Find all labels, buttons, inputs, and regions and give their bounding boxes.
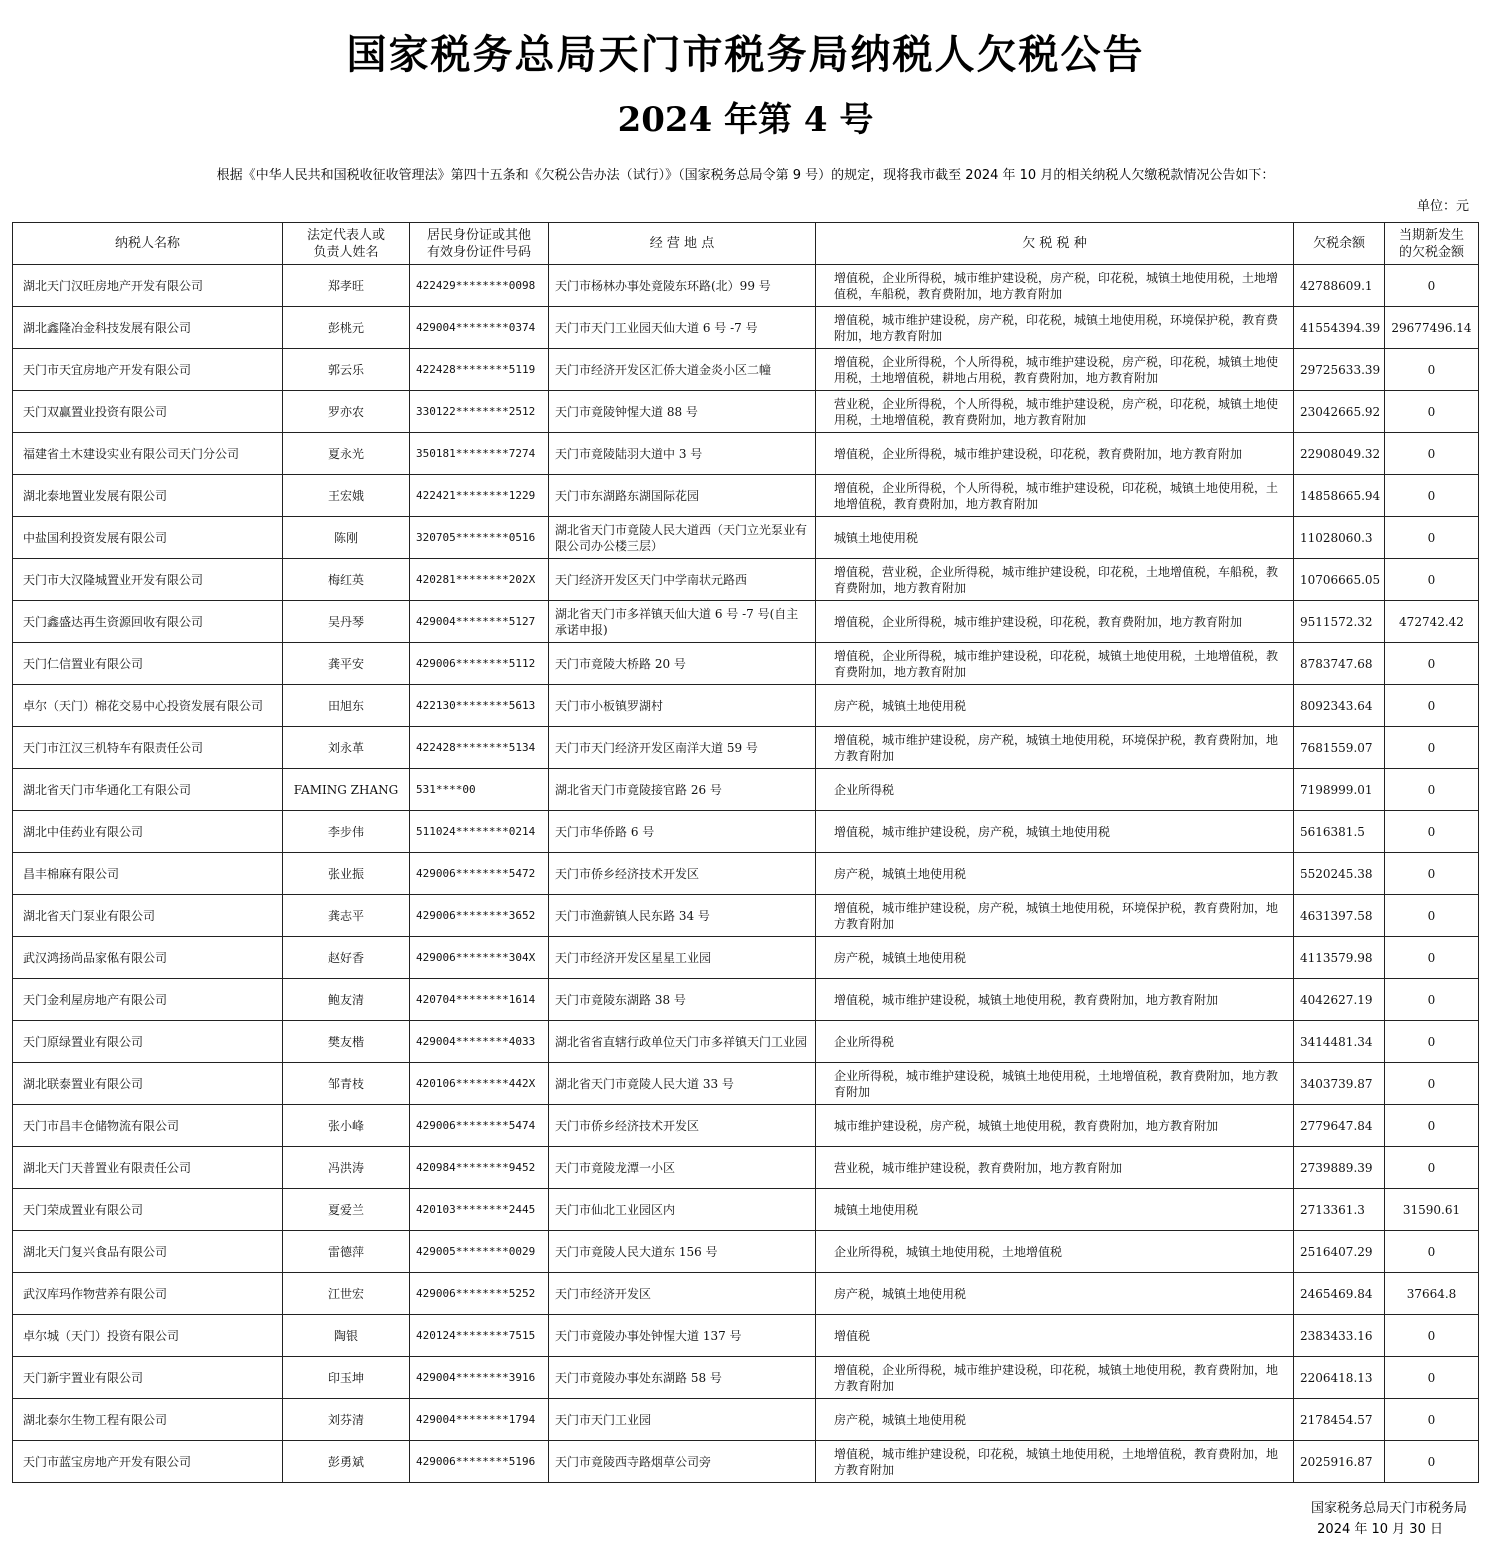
unit-label: 单位：元 bbox=[1416, 199, 1469, 214]
balance-cell: 2178454.57 bbox=[1294, 1399, 1385, 1441]
taxpayer-name-cell: 湖北省天门泵业有限公司 bbox=[13, 895, 283, 937]
representative-cell: 夏永光 bbox=[283, 433, 410, 475]
representative-cell: 梅红英 bbox=[283, 559, 410, 601]
header-id-line2: 有效身份证件号码 bbox=[426, 244, 531, 260]
taxpayer-name-cell: 昌丰棉麻有限公司 bbox=[13, 853, 283, 895]
address-cell: 湖北省天门市竟陵接官路 26 号 bbox=[549, 769, 816, 811]
tax-types-cell: 房产税，城镇土地使用税 bbox=[816, 1399, 1294, 1441]
representative-cell: 田旭东 bbox=[283, 685, 410, 727]
address-cell: 天门市天门工业园天仙大道 6 号 -7 号 bbox=[549, 307, 816, 349]
representative-cell: 李步伟 bbox=[283, 811, 410, 853]
balance-cell: 5520245.38 bbox=[1294, 853, 1385, 895]
representative-cell: 夏爱兰 bbox=[283, 1189, 410, 1231]
tax-types-cell: 房产税，城镇土地使用税 bbox=[816, 685, 1294, 727]
representative-cell: 彭桃元 bbox=[283, 307, 410, 349]
tax-types-cell: 增值税 bbox=[816, 1315, 1294, 1357]
tax-types-cell: 营业税，企业所得税，个人所得税，城市维护建设税，房产税，印花税，城镇土地使用税，土地增值税，教育费附加，地方教育附加 bbox=[816, 391, 1294, 433]
balance-cell: 10706665.05 bbox=[1294, 559, 1385, 601]
tax-types-cell: 增值税，城市维护建设税，房产税，城镇土地使用税，环境保护税，教育费附加，地方教育附加 bbox=[816, 727, 1294, 769]
id-number-cell: 429004********0374 bbox=[410, 307, 549, 349]
tax-types-cell: 增值税，企业所得税，城市维护建设税，印花税，城镇土地使用税，教育费附加，地方教育附加 bbox=[816, 1357, 1294, 1399]
header-balance: 欠税余额 bbox=[1294, 223, 1385, 265]
tax-types-cell: 增值税，企业所得税，个人所得税，城市维护建设税，房产税，印花税，城镇土地使用税，土地增值税，耕地占用税，教育费附加，地方教育附加 bbox=[816, 349, 1294, 391]
representative-cell: FAMING ZHANG bbox=[283, 769, 410, 811]
new-arrears-cell: 37664.8 bbox=[1385, 1273, 1479, 1315]
representative-cell: 刘芬清 bbox=[283, 1399, 410, 1441]
tax-types-cell: 增值税，企业所得税，城市维护建设税，印花税，教育费附加，地方教育附加 bbox=[816, 433, 1294, 475]
header-id-number bbox=[410, 223, 549, 265]
new-arrears-cell: 0 bbox=[1385, 1441, 1479, 1483]
new-arrears-cell: 0 bbox=[1385, 1357, 1479, 1399]
balance-cell: 2025916.87 bbox=[1294, 1441, 1385, 1483]
balance-cell: 2779647.84 bbox=[1294, 1105, 1385, 1147]
representative-cell: 龚平安 bbox=[283, 643, 410, 685]
representative-cell: 赵好香 bbox=[283, 937, 410, 979]
new-arrears-cell: 0 bbox=[1385, 895, 1479, 937]
id-number-cell: 422428********5134 bbox=[410, 727, 549, 769]
id-number-cell: 429004********4033 bbox=[410, 1021, 549, 1063]
tax-types-cell: 企业所得税，城市维护建设税，城镇土地使用税，土地增值税，教育费附加，地方教育附加 bbox=[816, 1063, 1294, 1105]
balance-cell: 7198999.01 bbox=[1294, 769, 1385, 811]
header-representative-line2: 负责人姓名 bbox=[313, 244, 379, 260]
id-number-cell: 420106********442X bbox=[410, 1063, 549, 1105]
taxpayer-name-cell: 湖北天门复兴食品有限公司 bbox=[13, 1231, 283, 1273]
taxpayer-name-cell: 天门市大汉隆城置业开发有限公司 bbox=[13, 559, 283, 601]
table-row bbox=[13, 475, 1479, 517]
id-number-cell: 422130********5613 bbox=[410, 685, 549, 727]
table-row bbox=[13, 559, 1479, 601]
tax-types-cell: 增值税，企业所得税，个人所得税，城市维护建设税，印花税，城镇土地使用税，土地增值税，教育费附加，地方教育附加 bbox=[816, 475, 1294, 517]
new-arrears-cell: 0 bbox=[1385, 1399, 1479, 1441]
taxpayer-name-cell: 湖北天门天普置业有限责任公司 bbox=[13, 1147, 283, 1189]
taxpayer-name-cell: 湖北泰尔生物工程有限公司 bbox=[13, 1399, 283, 1441]
balance-cell: 4042627.19 bbox=[1294, 979, 1385, 1021]
taxpayer-name-cell: 天门市江汉三机特车有限责任公司 bbox=[13, 727, 283, 769]
header-taxpayer-name: 纳税人名称 bbox=[13, 223, 283, 265]
table-row bbox=[13, 769, 1479, 811]
balance-cell: 7681559.07 bbox=[1294, 727, 1385, 769]
table-row bbox=[13, 1063, 1479, 1105]
id-number-cell: 429004********5127 bbox=[410, 601, 549, 643]
table-row bbox=[13, 601, 1479, 643]
table-row bbox=[13, 727, 1479, 769]
address-cell: 湖北省天门市多祥镇天仙大道 6 号 -7 号(自主承诺申报) bbox=[549, 601, 816, 643]
new-arrears-cell: 31590.61 bbox=[1385, 1189, 1479, 1231]
tax-types-cell: 房产税，城镇土地使用税 bbox=[816, 1273, 1294, 1315]
balance-cell: 14858665.94 bbox=[1294, 475, 1385, 517]
tax-types-cell: 房产税，城镇土地使用税 bbox=[816, 937, 1294, 979]
id-number-cell: 422429********0098 bbox=[410, 265, 549, 307]
new-arrears-cell: 0 bbox=[1385, 1315, 1479, 1357]
new-arrears-cell: 0 bbox=[1385, 349, 1479, 391]
taxpayer-name-cell: 天门新宇置业有限公司 bbox=[13, 1357, 283, 1399]
header-new-line1: 当期新发生 bbox=[1398, 227, 1464, 243]
id-number-cell: 330122********2512 bbox=[410, 391, 549, 433]
tax-arrears-table bbox=[12, 222, 1479, 1483]
id-number-cell: 420984********9452 bbox=[410, 1147, 549, 1189]
representative-cell: 雷德萍 bbox=[283, 1231, 410, 1273]
id-number-cell: 429004********1794 bbox=[410, 1399, 549, 1441]
new-arrears-cell: 0 bbox=[1385, 979, 1479, 1021]
address-cell: 湖北省天门市竟陵人民大道 33 号 bbox=[549, 1063, 816, 1105]
taxpayer-name-cell: 湖北省天门市华通化工有限公司 bbox=[13, 769, 283, 811]
id-number-cell: 429006********5474 bbox=[410, 1105, 549, 1147]
id-number-cell: 429006********5252 bbox=[410, 1273, 549, 1315]
new-arrears-cell: 0 bbox=[1385, 1021, 1479, 1063]
address-cell: 天门市经济开发区 bbox=[549, 1273, 816, 1315]
new-arrears-cell: 0 bbox=[1385, 391, 1479, 433]
tax-types-cell: 增值税，城市维护建设税，房产税，印花税，城镇土地使用税，环境保护税，教育费附加，地方教育附加 bbox=[816, 307, 1294, 349]
new-arrears-cell: 0 bbox=[1385, 643, 1479, 685]
table-row bbox=[13, 853, 1479, 895]
tax-types-cell: 城镇土地使用税 bbox=[816, 1189, 1294, 1231]
address-cell: 天门市竟陵钟惺大道 88 号 bbox=[549, 391, 816, 433]
taxpayer-name-cell: 天门双赢置业投资有限公司 bbox=[13, 391, 283, 433]
new-arrears-cell: 0 bbox=[1385, 1063, 1479, 1105]
representative-cell: 吴丹琴 bbox=[283, 601, 410, 643]
id-number-cell: 320705********0516 bbox=[410, 517, 549, 559]
representative-cell: 樊友楷 bbox=[283, 1021, 410, 1063]
taxpayer-name-cell: 天门市天宜房地产开发有限公司 bbox=[13, 349, 283, 391]
table-body bbox=[13, 265, 1479, 1483]
taxpayer-name-cell: 福建省土木建设实业有限公司天门分公司 bbox=[13, 433, 283, 475]
address-cell: 湖北省省直辖行政单位天门市多祥镇天门工业园 bbox=[549, 1021, 816, 1063]
balance-cell: 4631397.58 bbox=[1294, 895, 1385, 937]
tax-types-cell: 增值税，企业所得税，城市维护建设税，房产税，印花税，城镇土地使用税，土地增值税，车船税，教育费附加，地方教育附加 bbox=[816, 265, 1294, 307]
header-new-arrears bbox=[1385, 223, 1479, 265]
tax-types-cell: 城市维护建设税，房产税，城镇土地使用税，教育费附加，地方教育附加 bbox=[816, 1105, 1294, 1147]
table-row bbox=[13, 937, 1479, 979]
new-arrears-cell: 0 bbox=[1385, 265, 1479, 307]
id-number-cell: 429004********3916 bbox=[410, 1357, 549, 1399]
taxpayer-name-cell: 卓尔（天门）棉花交易中心投资发展有限公司 bbox=[13, 685, 283, 727]
tax-types-cell: 增值税，企业所得税，城市维护建设税，印花税，教育费附加，地方教育附加 bbox=[816, 601, 1294, 643]
table-row bbox=[13, 685, 1479, 727]
id-number-cell: 422421********1229 bbox=[410, 475, 549, 517]
tax-types-cell: 增值税，营业税，企业所得税，城市维护建设税，印花税，土地增值税，车船税，教育费附加，地方教育附加 bbox=[816, 559, 1294, 601]
tax-types-cell: 房产税，城镇土地使用税 bbox=[816, 853, 1294, 895]
tax-types-cell: 企业所得税，城镇土地使用税，土地增值税 bbox=[816, 1231, 1294, 1273]
address-cell: 天门经济开发区天门中学南状元路西 bbox=[549, 559, 816, 601]
table-row bbox=[13, 643, 1479, 685]
balance-cell: 2516407.29 bbox=[1294, 1231, 1385, 1273]
table-header-row bbox=[13, 223, 1479, 265]
tax-types-cell: 增值税，城市维护建设税，房产税，城镇土地使用税，环境保护税，教育费附加，地方教育附加 bbox=[816, 895, 1294, 937]
id-number-cell: 429006********5472 bbox=[410, 853, 549, 895]
address-cell: 天门市竟陵龙潭一小区 bbox=[549, 1147, 816, 1189]
address-cell: 天门市渔薪镇人民东路 34 号 bbox=[549, 895, 816, 937]
id-number-cell: 429006********3652 bbox=[410, 895, 549, 937]
balance-cell: 2383433.16 bbox=[1294, 1315, 1385, 1357]
new-arrears-cell: 0 bbox=[1385, 1105, 1479, 1147]
balance-cell: 8092343.64 bbox=[1294, 685, 1385, 727]
table-row bbox=[13, 1399, 1479, 1441]
id-number-cell: 420103********2445 bbox=[410, 1189, 549, 1231]
address-cell: 天门市经济开发区汇侨大道金炎小区二幢 bbox=[549, 349, 816, 391]
address-cell: 天门市竟陵大桥路 20 号 bbox=[549, 643, 816, 685]
balance-cell: 9511572.32 bbox=[1294, 601, 1385, 643]
address-cell: 天门市侨乡经济技术开发区 bbox=[549, 1105, 816, 1147]
address-cell: 天门市竟陵西寺路烟草公司旁 bbox=[549, 1441, 816, 1483]
header-tax-types: 欠 税 税 种 bbox=[816, 223, 1294, 265]
new-arrears-cell: 0 bbox=[1385, 937, 1479, 979]
id-number-cell: 511024********0214 bbox=[410, 811, 549, 853]
issue-date: 2024 年 10 月 30 日 bbox=[1317, 1522, 1443, 1537]
representative-cell: 陶银 bbox=[283, 1315, 410, 1357]
tax-types-cell: 企业所得税 bbox=[816, 769, 1294, 811]
tax-types-cell: 城镇土地使用税 bbox=[816, 517, 1294, 559]
taxpayer-name-cell: 湖北泰地置业发展有限公司 bbox=[13, 475, 283, 517]
new-arrears-cell: 472742.42 bbox=[1385, 601, 1479, 643]
balance-cell: 2465469.84 bbox=[1294, 1273, 1385, 1315]
representative-cell: 冯洪涛 bbox=[283, 1147, 410, 1189]
header-new-line2: 的欠税金额 bbox=[1398, 244, 1464, 260]
id-number-cell: 429006********5196 bbox=[410, 1441, 549, 1483]
table-row bbox=[13, 1189, 1479, 1231]
balance-cell: 42788609.1 bbox=[1294, 265, 1385, 307]
balance-cell: 41554394.39 bbox=[1294, 307, 1385, 349]
table-row bbox=[13, 1315, 1479, 1357]
table-row bbox=[13, 1231, 1479, 1273]
header-address: 经 营 地 点 bbox=[549, 223, 816, 265]
new-arrears-cell: 0 bbox=[1385, 517, 1479, 559]
taxpayer-name-cell: 湖北鑫隆冶金科技发展有限公司 bbox=[13, 307, 283, 349]
address-cell: 天门市竟陵陆羽大道中 3 号 bbox=[549, 433, 816, 475]
table-row bbox=[13, 1105, 1479, 1147]
balance-cell: 3403739.87 bbox=[1294, 1063, 1385, 1105]
id-number-cell: 429006********5112 bbox=[410, 643, 549, 685]
representative-cell: 张小峰 bbox=[283, 1105, 410, 1147]
tax-types-cell: 增值税，企业所得税，城市维护建设税，印花税，城镇土地使用税，土地增值税，教育费附加，地方教育附加 bbox=[816, 643, 1294, 685]
new-arrears-cell: 0 bbox=[1385, 559, 1479, 601]
address-cell: 天门市小板镇罗湖村 bbox=[549, 685, 816, 727]
table-row bbox=[13, 1357, 1479, 1399]
table-row bbox=[13, 1021, 1479, 1063]
representative-cell: 彭勇斌 bbox=[283, 1441, 410, 1483]
address-cell: 天门市经济开发区星星工业园 bbox=[549, 937, 816, 979]
representative-cell: 龚志平 bbox=[283, 895, 410, 937]
balance-cell: 4113579.98 bbox=[1294, 937, 1385, 979]
balance-cell: 2713361.3 bbox=[1294, 1189, 1385, 1231]
taxpayer-name-cell: 湖北天门汉旺房地产开发有限公司 bbox=[13, 265, 283, 307]
address-cell: 天门市天门经济开发区南洋大道 59 号 bbox=[549, 727, 816, 769]
intro-paragraph: 根据《中华人民共和国税收征收管理法》第四十五条和《欠税公告办法（试行）》（国家税务总局令第 9 号）的规定，现将我市截至 2024 年 10 月的相关纳税人欠缴税款情况公告如下： bbox=[216, 168, 1275, 183]
table-row bbox=[13, 349, 1479, 391]
representative-cell: 陈刚 bbox=[283, 517, 410, 559]
table-row bbox=[13, 433, 1479, 475]
issue-number: 2024 年第 4 号 bbox=[617, 100, 874, 140]
taxpayer-name-cell: 天门仁信置业有限公司 bbox=[13, 643, 283, 685]
taxpayer-name-cell: 武汉鸿扬尚品家俬有限公司 bbox=[13, 937, 283, 979]
new-arrears-cell: 29677496.14 bbox=[1385, 307, 1479, 349]
id-number-cell: 429005********0029 bbox=[410, 1231, 549, 1273]
representative-cell: 江世宏 bbox=[283, 1273, 410, 1315]
table-row bbox=[13, 895, 1479, 937]
representative-cell: 鲍友清 bbox=[283, 979, 410, 1021]
representative-cell: 印玉坤 bbox=[283, 1357, 410, 1399]
address-cell: 天门市侨乡经济技术开发区 bbox=[549, 853, 816, 895]
taxpayer-name-cell: 武汉库玛作物营养有限公司 bbox=[13, 1273, 283, 1315]
balance-cell: 3414481.34 bbox=[1294, 1021, 1385, 1063]
address-cell: 天门市杨林办事处竟陵东环路(北）99 号 bbox=[549, 265, 816, 307]
taxpayer-name-cell: 卓尔城（天门）投资有限公司 bbox=[13, 1315, 283, 1357]
taxpayer-name-cell: 湖北中佳药业有限公司 bbox=[13, 811, 283, 853]
taxpayer-name-cell: 天门荣成置业有限公司 bbox=[13, 1189, 283, 1231]
balance-cell: 29725633.39 bbox=[1294, 349, 1385, 391]
table-row bbox=[13, 391, 1479, 433]
representative-cell: 邹青枝 bbox=[283, 1063, 410, 1105]
balance-cell: 8783747.68 bbox=[1294, 643, 1385, 685]
new-arrears-cell: 0 bbox=[1385, 685, 1479, 727]
new-arrears-cell: 0 bbox=[1385, 475, 1479, 517]
representative-cell: 郭云乐 bbox=[283, 349, 410, 391]
new-arrears-cell: 0 bbox=[1385, 811, 1479, 853]
representative-cell: 郑孝旺 bbox=[283, 265, 410, 307]
address-cell: 天门市竟陵东湖路 38 号 bbox=[549, 979, 816, 1021]
taxpayer-name-cell: 中盐国利投资发展有限公司 bbox=[13, 517, 283, 559]
new-arrears-cell: 0 bbox=[1385, 769, 1479, 811]
id-number-cell: 422428********5119 bbox=[410, 349, 549, 391]
id-number-cell: 420124********7515 bbox=[410, 1315, 549, 1357]
header-id-line1: 居民身份证或其他 bbox=[426, 227, 531, 243]
balance-cell: 22908049.32 bbox=[1294, 433, 1385, 475]
new-arrears-cell: 0 bbox=[1385, 1231, 1479, 1273]
address-cell: 天门市仙北工业园区内 bbox=[549, 1189, 816, 1231]
id-number-cell: 531****00 bbox=[410, 769, 549, 811]
issuing-authority: 国家税务总局天门市税务局 bbox=[1310, 1501, 1467, 1516]
tax-types-cell: 增值税，城市维护建设税，印花税，城镇土地使用税，土地增值税，教育费附加，地方教育附加 bbox=[816, 1441, 1294, 1483]
taxpayer-name-cell: 天门鑫盛达再生资源回收有限公司 bbox=[13, 601, 283, 643]
table-row bbox=[13, 1441, 1479, 1483]
representative-cell: 王宏娥 bbox=[283, 475, 410, 517]
address-cell: 湖北省天门市竟陵人民大道西（天门立光泵业有限公司办公楼三层） bbox=[549, 517, 816, 559]
taxpayer-name-cell: 湖北联泰置业有限公司 bbox=[13, 1063, 283, 1105]
taxpayer-name-cell: 天门原绿置业有限公司 bbox=[13, 1021, 283, 1063]
new-arrears-cell: 0 bbox=[1385, 853, 1479, 895]
balance-cell: 23042665.92 bbox=[1294, 391, 1385, 433]
table-row bbox=[13, 307, 1479, 349]
taxpayer-name-cell: 天门市昌丰仓储物流有限公司 bbox=[13, 1105, 283, 1147]
table-row bbox=[13, 517, 1479, 559]
tax-types-cell: 企业所得税 bbox=[816, 1021, 1294, 1063]
representative-cell: 罗亦农 bbox=[283, 391, 410, 433]
address-cell: 天门市华侨路 6 号 bbox=[549, 811, 816, 853]
id-number-cell: 429006********304X bbox=[410, 937, 549, 979]
tax-types-cell: 营业税，城市维护建设税，教育费附加，地方教育附加 bbox=[816, 1147, 1294, 1189]
taxpayer-name-cell: 天门市蓝宝房地产开发有限公司 bbox=[13, 1441, 283, 1483]
representative-cell: 张业振 bbox=[283, 853, 410, 895]
new-arrears-cell: 0 bbox=[1385, 1147, 1479, 1189]
address-cell: 天门市竟陵办事处钟惺大道 137 号 bbox=[549, 1315, 816, 1357]
balance-cell: 2206418.13 bbox=[1294, 1357, 1385, 1399]
address-cell: 天门市竟陵办事处东湖路 58 号 bbox=[549, 1357, 816, 1399]
balance-cell: 5616381.5 bbox=[1294, 811, 1385, 853]
address-cell: 天门市东湖路东湖国际花园 bbox=[549, 475, 816, 517]
page-title: 国家税务总局天门市税务局纳税人欠税公告 bbox=[346, 32, 1145, 78]
id-number-cell: 350181********7274 bbox=[410, 433, 549, 475]
header-representative-line1: 法定代表人或 bbox=[306, 227, 385, 243]
new-arrears-cell: 0 bbox=[1385, 433, 1479, 475]
representative-cell: 刘永革 bbox=[283, 727, 410, 769]
id-number-cell: 420704********1614 bbox=[410, 979, 549, 1021]
taxpayer-name-cell: 天门金利屋房地产有限公司 bbox=[13, 979, 283, 1021]
balance-cell: 11028060.3 bbox=[1294, 517, 1385, 559]
table-row bbox=[13, 1147, 1479, 1189]
balance-cell: 2739889.39 bbox=[1294, 1147, 1385, 1189]
tax-types-cell: 增值税，城市维护建设税，房产税，城镇土地使用税 bbox=[816, 811, 1294, 853]
table-row bbox=[13, 811, 1479, 853]
address-cell: 天门市天门工业园 bbox=[549, 1399, 816, 1441]
address-cell: 天门市竟陵人民大道东 156 号 bbox=[549, 1231, 816, 1273]
table-row bbox=[13, 265, 1479, 307]
id-number-cell: 420281********202X bbox=[410, 559, 549, 601]
new-arrears-cell: 0 bbox=[1385, 727, 1479, 769]
header-representative bbox=[283, 223, 410, 265]
table-row bbox=[13, 979, 1479, 1021]
table-row bbox=[13, 1273, 1479, 1315]
tax-types-cell: 增值税，城市维护建设税，城镇土地使用税，教育费附加，地方教育附加 bbox=[816, 979, 1294, 1021]
